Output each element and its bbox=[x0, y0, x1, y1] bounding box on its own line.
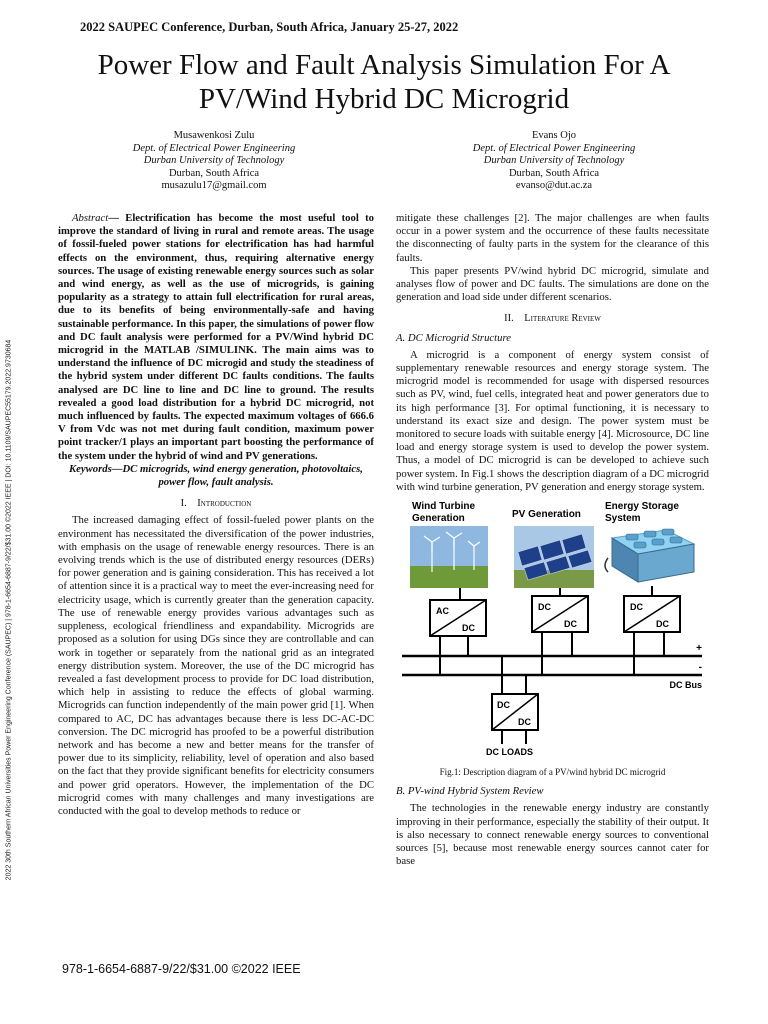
bus-minus-label: - bbox=[698, 662, 702, 674]
converter-label: DC bbox=[538, 602, 551, 613]
paragraph: This paper presents PV/wind hybrid DC microgrid, simulate and analyses flow of power and DC faults. The simulations are done on the generation and load side under different scenarios. bbox=[396, 264, 709, 304]
section-number: I. bbox=[180, 498, 187, 510]
abstract-text: Electrification has become the most useful tool to improve the standard of living in rural and remote areas. The usage of fossil-fueled power stations for electrification has had harmful effects on the environment, thus, requiring alternative energy sources. The usage of existing renewable energy sources such as solar and wind energy, as well as the use of microgrids, is gaining popularity as a strategy to attain full electrification for rural areas, due to its benefits of being environmentally-safe and having sustainable performance. In this paper, the simulations of power flow and DC fault analysis were performed for a PV/Wind hybrid DC microgrid in the MATLAB /SIMULINK. The main aims was to understand the influence of DC microgid and study the steadiness of the hybrid system under different DC faults conditions. The faults analysed are DC line to line and DC line to ground. The results revealed a good load distribution for a hybrid DC microgrid, not much influenced by faults. The expected maximum voltages of 666.6 V from Vdc was not met during fault condition, maximum power point tracker/1 plays an important part boosting the performance of the system under the hybrid of wind and PV generations. bbox=[58, 212, 375, 462]
section-title: Introduction bbox=[197, 498, 252, 510]
dc-microgrid-text: A microgrid is a component of energy system consist of supplementary renewable resources and energy storage system. The microgrid model is recommended for usage with dispersed resources such as PV, wind, fuel cells, integrated heat and power generators due to its high performance [3]. For optimal functioning, it is necessary to understand its exact size and design. The power system must be monitored to secure loads with suitable energy [4]. Microsource, DC line load and energy storage system is used to develop the power system. Thus, a model of DC microgrid is can be developed to achieve such power system. In Fig.1 shows the description diagram of a DC microgrid with wind turbine generation, PV generation and energy storage system. bbox=[396, 348, 709, 493]
bus-plus-label: + bbox=[696, 643, 702, 655]
paper-title bbox=[30, 48, 738, 116]
converter-label: DC bbox=[497, 700, 510, 711]
side-citation-text: 2022 30th Southern African Universities Power Engineering Conference (SAUPEC) | 978-1-6654-6887-9/22/$31.00 ©2022 IEEE | DOI: 10.1109/SAUPEC55179.2022.9730684 bbox=[5, 339, 13, 881]
converter-label: DC bbox=[462, 623, 475, 634]
subsection-heading-pv-wind: B. PV-wind Hybrid System Review bbox=[396, 785, 544, 798]
abstract-dash: — bbox=[108, 212, 126, 224]
author-email: musazulu17@gmail.com bbox=[161, 180, 267, 191]
right-column bbox=[396, 212, 709, 868]
wind-label-line2: Generation bbox=[412, 513, 465, 525]
keywords: Keywords—DC microgrids, wind energy generation, photovoltaics, power flow, fault analysis. bbox=[69, 462, 363, 489]
converter-label: DC bbox=[630, 602, 643, 613]
author-univ: Durban University of Technology bbox=[483, 155, 625, 166]
abstract-label: Abstract bbox=[72, 212, 109, 224]
pv-wind-text: The technologies in the renewable energy industry are constantly improving in their performance, especially the stability of their output. It is also necessary to connect renewable energy sources to conventional sources [5], because most renewable energy sources cannot cater for base bbox=[396, 802, 709, 868]
converter-dc-dc-pv bbox=[532, 596, 588, 632]
wind-label-line1: Wind Turbine bbox=[412, 501, 476, 513]
author-email: evanso@dut.ac.za bbox=[515, 180, 593, 191]
title-line-1: Power Flow and Fault Analysis Simulation For A bbox=[97, 49, 671, 81]
converter-label: AC bbox=[436, 606, 449, 617]
storage-label-line1: Energy Storage bbox=[605, 501, 679, 513]
figure-caption: Fig.1: Description diagram of a PV/wind hybrid DC microgrid bbox=[439, 767, 666, 778]
title-line-2: PV/Wind Hybrid DC Microgrid bbox=[198, 83, 570, 115]
author-univ: Durban University of Technology bbox=[143, 155, 285, 166]
dc-bus-label: DC Bus bbox=[669, 680, 702, 691]
author-dept: Dept. of Electrical Power Engineering bbox=[132, 142, 296, 154]
pv-label: PV Generation bbox=[512, 509, 581, 521]
abstract bbox=[58, 212, 374, 463]
section-heading-introduction bbox=[58, 497, 374, 510]
section-number: II. bbox=[504, 313, 514, 325]
left-column bbox=[58, 212, 374, 818]
microgrid-diagram bbox=[402, 500, 702, 762]
wind-turbine-image bbox=[410, 526, 488, 588]
author-location: Durban, South Africa bbox=[508, 167, 600, 179]
introduction-text: The increased damaging effect of fossil-fueled power plants on the environment has necessitated the diversification of the power industries, with emphasis on the usage of renewable energy resources. There is an evolving trends which is the use of distributed energy resources (DERs) for power generation and is gaining consideration. This has received a lot of attention since it is a practical way to meet the ever-increasing need for electricity usage, which is currently greater than the generation capacity. The use of renewable energy provides various advantages such as suppleness, ecological friendliness and expandability. Microgrids are proposed as a solution for using DGs since they are controllable and can work in together or separately from the national grid as an integrated energy distribution system. Moreover, the use of the DC microgrid has revealed a fast development process to provide for DC load distribution, which help in assisting to reduce the effects of global warming. Microgrids can function independently of the main power grid [1]. When compared to AC, DC has advantages because there is less DC-AC-DC conversion. The DC microgrid has proofed to be a powerful distribution network and has become a new and better means for the transfer of power due to its simplicity, reliability, level of operation and also based on the fact that they provide significant benefits for electricity consumers and power grid operators. However, the implementation of the DC microgrid comes with many challenges and many investigations are conducted with the goal to develop methods to reduce or bbox=[58, 514, 374, 817]
converter-ac-dc bbox=[430, 600, 486, 636]
figure-1 bbox=[402, 500, 702, 762]
storage-label-line2: System bbox=[605, 513, 641, 525]
dc-bus bbox=[402, 656, 702, 675]
footer-copyright: 978-1-6654-6887-9/22/$31.00 ©2022 IEEE bbox=[62, 962, 301, 976]
conference-header: 2022 SAUPEC Conference, Durban, South Africa, January 25-27, 2022 bbox=[80, 20, 459, 34]
author-name: Evans Ojo bbox=[531, 130, 577, 141]
converter-label: DC bbox=[656, 619, 669, 630]
converter-dc-dc-load bbox=[492, 694, 538, 730]
author-block-2 bbox=[404, 130, 704, 193]
section-title: Literature Review bbox=[524, 313, 601, 325]
converter-label: DC bbox=[564, 619, 577, 630]
author-block-1 bbox=[64, 130, 364, 193]
subsection-heading-dc-microgrid: A. DC Microgrid Structure bbox=[396, 331, 511, 344]
dc-loads-label: DC LOADS bbox=[486, 747, 533, 758]
side-citation bbox=[2, 260, 16, 960]
paragraph: mitigate these challenges [2]. The major challenges are when faults occur in a power system and the occurrence of these faults necessitate the disconnecting of faulty parts in the system for the clearance of this faults. bbox=[396, 212, 709, 264]
converter-label: DC bbox=[518, 717, 531, 728]
author-dept: Dept. of Electrical Power Engineering bbox=[472, 142, 636, 154]
pv-panels-image bbox=[514, 526, 594, 588]
converter-dc-dc-storage bbox=[624, 596, 680, 632]
battery-storage-image bbox=[605, 529, 694, 582]
author-name: Musawenkosi Zulu bbox=[173, 130, 255, 141]
author-location: Durban, South Africa bbox=[168, 167, 260, 179]
section-heading-literature-review bbox=[396, 312, 709, 325]
